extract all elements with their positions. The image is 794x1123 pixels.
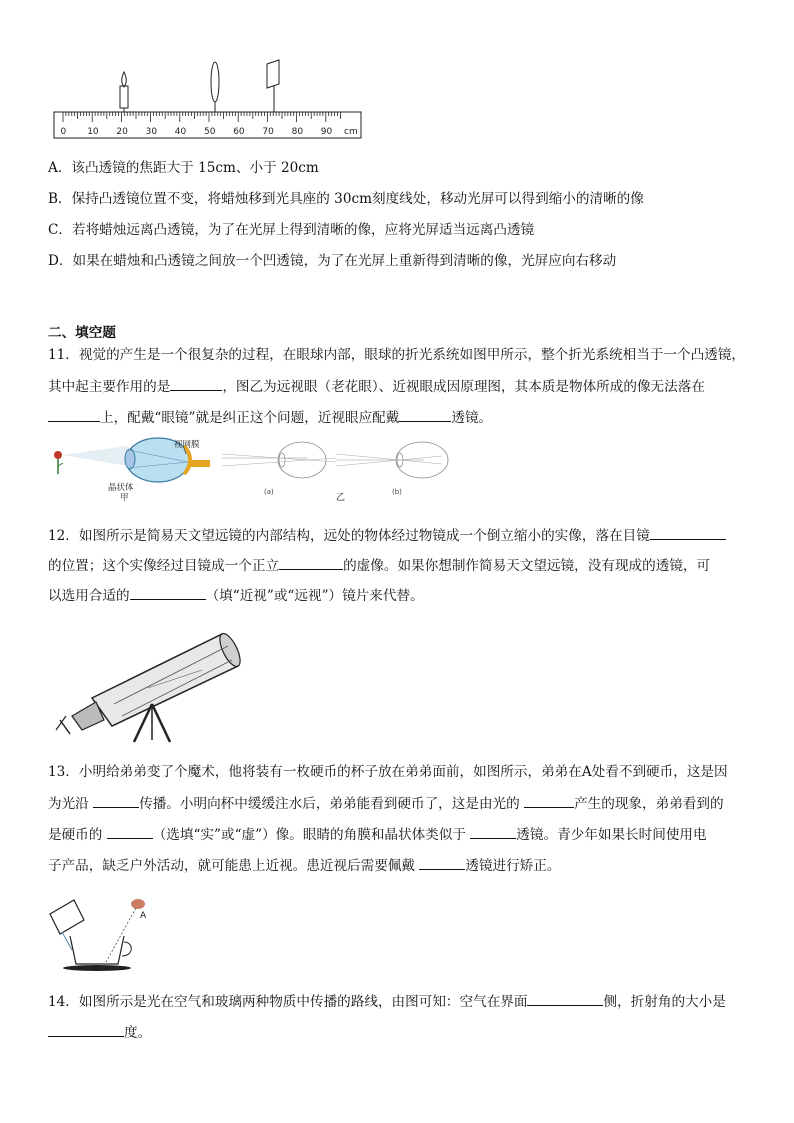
- telescope-icon: [56, 631, 244, 742]
- q13-blank-3: [107, 824, 153, 839]
- ruler-tick-label: 0: [60, 127, 67, 137]
- q13-line4: 子产品，缺乏户外活动，就可能患上近视。患近视后需要佩戴 透镜进行矫正。: [48, 855, 561, 876]
- ruler-tick-label: 60: [233, 127, 245, 137]
- q12-blank-1: [650, 525, 726, 540]
- q12-blank-2: [279, 555, 343, 570]
- ruler-tick-label: 50: [204, 127, 216, 137]
- q14-blank-2: [48, 1022, 124, 1037]
- q14-line1: 14．如图所示是光在空气和玻璃两种物质中传播的路线，由图可知：空气在界面 侧，折射角的大小是: [48, 991, 726, 1012]
- q13-blank-5: [419, 855, 465, 870]
- eye-figure: [46, 436, 466, 502]
- q13-blank-4: [470, 824, 516, 839]
- q11-blank-1: [170, 376, 222, 391]
- fig-b-label: (b): [392, 488, 402, 496]
- myopia-diagram: [336, 442, 448, 478]
- ruler-tick-label: 90: [320, 127, 333, 137]
- ruler-tick-label: 40: [174, 127, 187, 137]
- q13-line3: 是硬币的 （选填“实”或“虚”）像。眼睛的角膜和晶状体类似于 透镜。青少年如果长时间使用电: [48, 824, 707, 845]
- q14-line2: 度。: [48, 1022, 151, 1043]
- q14-blank-1: [527, 991, 603, 1006]
- q13-line1: 13．小明给弟弟变了个魔术，他将装有一枚硬币的杯子放在弟弟面前，如图所示，弟弟在A处看不到硬币，这是因: [48, 764, 728, 780]
- coin-cup-figure: [46, 892, 166, 976]
- q11-line2: 其中起主要作用的是 ，图乙为远视眼（老花眼）、近视眼成因原理图，其本质是物体所成的像无法落在: [48, 376, 705, 397]
- lens-label: 晶状体: [108, 483, 134, 493]
- q13-line2: 为光沿 传播。小明向杯中缓缓注水后，弟弟能看到硬币了，这是由光的 产生的现象，弟弟看到的: [48, 793, 724, 814]
- ruler-tick-label: 10: [87, 127, 99, 137]
- fig-yi-label: 乙: [336, 493, 346, 502]
- point-a-label: A: [140, 911, 147, 921]
- q12-line3: 以选用合适的 （填“近视”或“远视”）镜片来代替。: [48, 585, 424, 606]
- option-d: D．如果在蜡烛和凸透镜之间放一个凹透镜，为了在光屏上重新得到清晰的像，光屏应向右移动: [48, 253, 617, 269]
- q12-line2: 的位置；这个实像经过目镜成一个正立 的虚像。如果你想制作简易天文望远镜，没有现成的透镜，可: [48, 555, 710, 576]
- section-title: 二、填空题: [48, 325, 116, 341]
- optical-bench-figure: [48, 58, 368, 144]
- q11-blank-2: [48, 407, 100, 422]
- ruler-unit: cm: [344, 127, 358, 137]
- eye-icon: [131, 899, 145, 909]
- q12-line1: 12．如图所示是简易天文望远镜的内部结构，远处的物体经过物镜成一个倒立缩小的实像，落在目镜: [48, 525, 726, 546]
- q11-blank-3: [399, 407, 451, 422]
- option-b: B．保持凸透镜位置不变，将蜡烛移到光具座的 30cm刻度线处，移动光屏可以得到缩小的清晰的像: [48, 191, 644, 207]
- pouring-cup-icon: [50, 900, 84, 950]
- option-c: C．若将蜡烛远离凸透镜，为了在光屏上得到清晰的像，应将光屏适当远离凸透镜: [48, 222, 535, 238]
- fig-a-label: (a): [264, 488, 274, 496]
- convex-lens-icon: [211, 62, 219, 112]
- ruler-tick-label: 80: [291, 127, 304, 137]
- ruler-tick-label: 30: [145, 127, 158, 137]
- q13-blank-1: [93, 793, 139, 808]
- candle-icon: [120, 72, 128, 112]
- ruler-tick-label: 70: [262, 127, 274, 137]
- telescope-figure: [52, 620, 252, 744]
- q12-blank-3: [130, 585, 206, 600]
- q13-blank-2: [524, 793, 574, 808]
- q11-line3: 上，配戴“眼镜”就是纠正这个问题，近视眼应配戴 透镜。: [48, 407, 492, 428]
- retina-label: 视网膜: [174, 440, 200, 450]
- light-screen-icon: [267, 60, 279, 112]
- glass-cup-icon: [63, 936, 131, 971]
- q11-line1: 11．视觉的产生是一个很复杂的过程，在眼球内部，眼球的折光系统如图甲所示，整个折光系统相当于一个凸透镜，: [48, 347, 745, 363]
- fig-jia-label: 甲: [120, 493, 129, 502]
- option-a: A．该凸透镜的焦距大于 15cm、小于 20cm: [48, 160, 319, 176]
- flower-icon: [54, 451, 63, 474]
- ruler-tick-label: 20: [116, 127, 128, 137]
- hyperopia-diagram: [222, 442, 336, 478]
